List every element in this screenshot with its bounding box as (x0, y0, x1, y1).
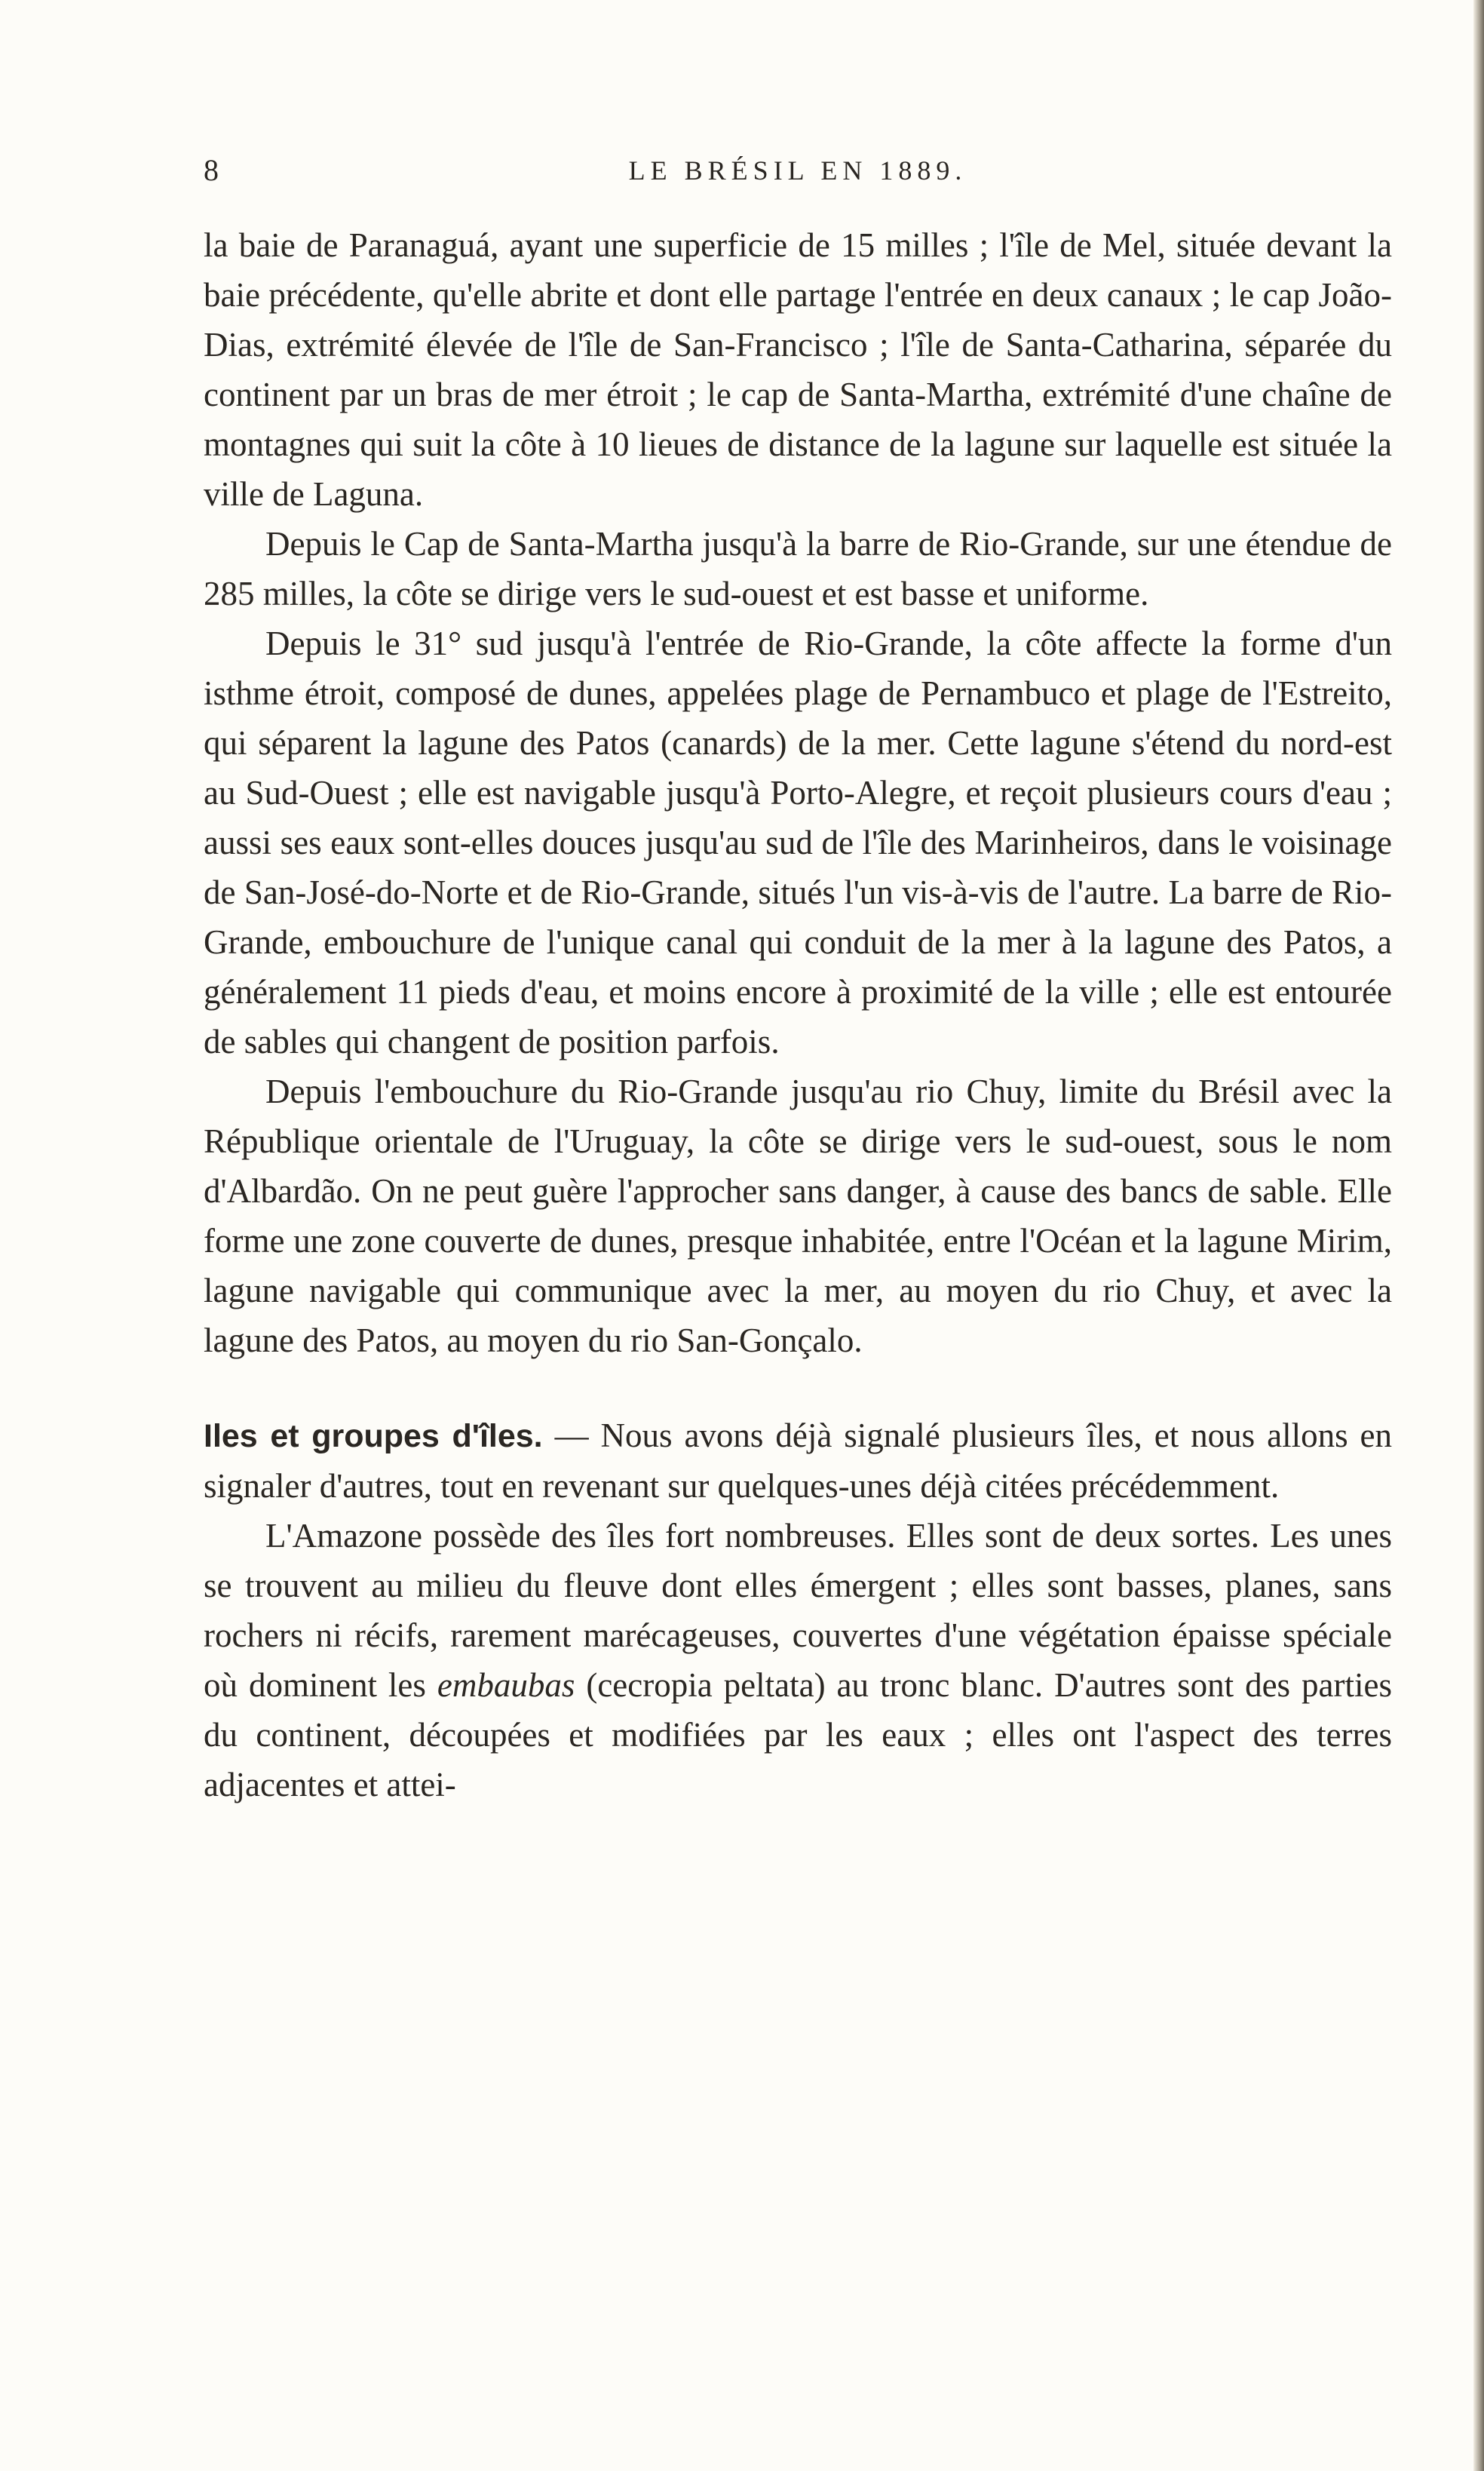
page-header (204, 148, 1392, 193)
page-edge (1473, 0, 1484, 2471)
page-number: 8 (204, 153, 219, 187)
paragraph: Depuis le Cap de Santa-Martha jusqu'à la barre de Rio-Grande, sur une étendue de 285 milles, la côte se dirige vers le sud-ouest et est basse et uniforme. (204, 525, 1392, 612)
section-heading: Iles et groupes d'îles. (204, 1418, 543, 1454)
paragraph (204, 1511, 1392, 1810)
paragraph: Depuis le 31° sud jusqu'à l'entrée de Rio-Grande, la côte affecte la forme d'un isthme étroit, composé de dunes, appelées plage de Pernambuco et plage de l'Estreito, qui séparent la lagune des Patos (canards) de la mer. Cette lagune s'étend du nord-est au Sud-Ouest ; elle est navigable jusqu'à Porto-Alegre, et reçoit plusieurs cours d'eau ; aussi ses eaux sont-elles douces jusqu'au sud de l'île des Marinheiros, dans le voisinage de San-José-do-Norte et de Rio-Grande, situés l'un vis-à-vis de l'autre. La barre de Rio-Grande, embouchure de l'unique canal qui conduit de la mer à la lagune des Patos, a généralement 11 pieds d'eau, et moins encore à proximité de la ville ; elle est entourée de sables qui changent de position parfois. (204, 625, 1392, 1061)
paragraph-text: (cecropia peltata) au tronc blanc. D'autres sont des parties du continent, découpées et modifiées par les eaux ; elles ont l'aspect des terres adjacentes et attei- (204, 1666, 1392, 1803)
section-intro-paragraph (204, 1410, 1392, 1511)
section-intro-text: — Nous avons déjà signalé plusieurs îles, et nous allons en signaler d'autres, tout en revenant sur quelques-unes déjà citées précédemment. (204, 1417, 1392, 1505)
paragraph: la baie de Paranaguá, ayant une superficie de 15 milles ; l'île de Mel, située devant la baie précédente, qu'elle abrite et dont elle partage l'entrée en deux canaux ; le cap João-Dias, extrémité élevée de l'île de San-Francisco ; l'île de Santa-Catharina, séparée du continent par un bras de mer étroit ; le cap de Santa-Martha, extrémité d'une chaîne de montagnes qui suit la côte à 10 lieues de distance de la lagune sur laquelle est située la ville de Laguna. (204, 226, 1392, 513)
italic-term: embaubas (437, 1666, 575, 1704)
running-title: LE BRÉSIL EN 1889. (628, 155, 967, 186)
paragraph: Depuis l'embouchure du Rio-Grande jusqu'au rio Chuy, limite du Brésil avec la République orientale de l'Uruguay, la côte se dirige vers le sud-ouest, sous le nom d'Albardão. On ne peut guère l'approcher sans danger, à cause des bancs de sable. Elle forme une zone couverte de dunes, presque inhabitée, entre l'Océan et la lagune Mirim, lagune navigable qui communique avec la mer, au moyen du rio Chuy, et avec la lagune des Patos, au moyen du rio San-Gonçalo. (204, 1073, 1392, 1359)
paragraph-text: L'Amazone possède des îles fort nombreuses. Elles sont de deux sortes. Les unes se trouvent au milieu du fleuve dont elles émergent ; elles sont basses, planes, sans rochers ni récifs, rarement marécageuses, couvertes d'une végétation épaisse spéciale où dominent les (204, 1517, 1392, 1704)
section-iles (204, 1410, 1392, 1810)
body-text (204, 220, 1392, 1810)
